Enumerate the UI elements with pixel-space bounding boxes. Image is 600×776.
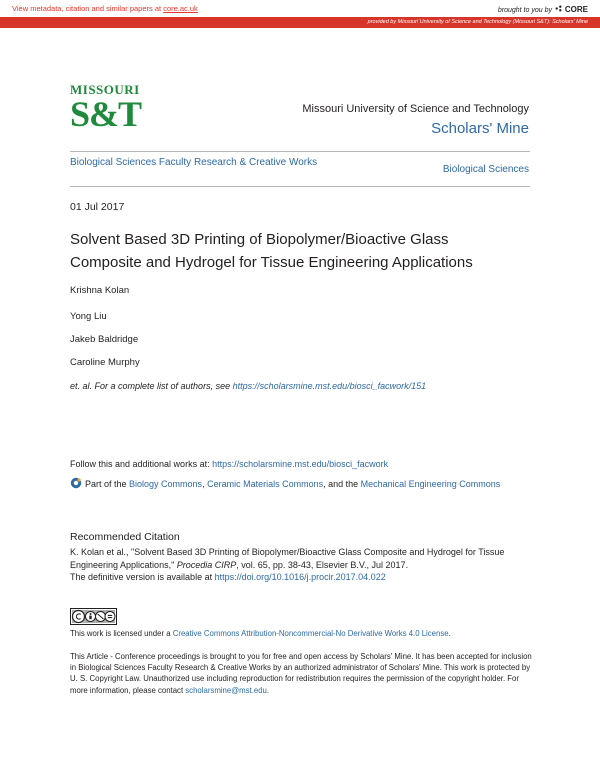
core-label: CORE bbox=[564, 5, 588, 14]
core-brought-text: brought to you by bbox=[497, 7, 552, 14]
follow-text: Follow this and additional works at: bbox=[70, 459, 213, 469]
citation-text bbox=[70, 546, 530, 584]
partof-prefix: Part of the bbox=[85, 479, 130, 489]
publication-date: 01 Jul 2017 bbox=[70, 201, 125, 213]
recommended-citation-heading: Recommended Citation bbox=[70, 531, 180, 543]
license-end: . bbox=[448, 629, 451, 638]
doi-link[interactable]: https://doi.org/10.1016/j.procir.2017.04.022 bbox=[214, 572, 386, 582]
core-brought-by[interactable] bbox=[498, 4, 588, 14]
part-of-commons bbox=[70, 477, 510, 492]
follow-link[interactable]: https://scholarsmine.mst.edu/biosci_facwork bbox=[212, 459, 389, 469]
author-name: Jakeb Baldridge bbox=[70, 334, 139, 345]
mechanical-engineering-commons-link[interactable]: Mechanical Engineering Commons bbox=[360, 479, 501, 489]
core-ac-uk-link[interactable]: core.ac.uk bbox=[163, 4, 198, 13]
logo-st-text: S&T bbox=[70, 94, 142, 134]
access-statement bbox=[70, 651, 532, 696]
access-end: . bbox=[266, 685, 270, 695]
citation-body: K. Kolan et al., "Solvent Based 3D Printing of Biopolymer/Bioactive Glass Composite and Hydrogel for Tissue Engineering Applications," bbox=[70, 547, 505, 570]
author-name: Krishna Kolan bbox=[70, 285, 130, 296]
complete-authors-note bbox=[70, 381, 426, 391]
university-name: Missouri University of Science and Technology bbox=[302, 103, 529, 115]
access-text: This Article - Conference proceedings is brought to you for free and open access by Scholars' Mine. It has been accepted for inclusion in Biological Sciences Faculty Research & Creative Works by an authorized administrator of Scholars' Mine. This work is protected by U. S. Copyright Law. Unauthorized use including reproduction for redistribution requires the permission of the copyright holder. For more information, please contact bbox=[70, 652, 532, 695]
logo-missouri-text: MISSOURI bbox=[70, 82, 140, 97]
citation-journal: Procedia CIRP bbox=[176, 559, 237, 570]
ceramic-materials-commons-link[interactable]: Ceramic Materials Commons bbox=[207, 479, 324, 489]
definitive-text: The definitive version is available at bbox=[70, 572, 215, 582]
citation-body-end: , vol. 65, pp. 38-43, Elsevier B.V., Jul 2017. bbox=[236, 559, 409, 570]
core-logo-icon bbox=[554, 4, 563, 13]
partof-sep: , and the bbox=[323, 479, 361, 489]
license-statement bbox=[70, 629, 530, 638]
divider bbox=[70, 151, 530, 152]
creative-commons-badge-icon[interactable] bbox=[70, 608, 117, 625]
contact-email-link[interactable]: scholarsmine@mst.edu bbox=[185, 685, 267, 695]
author-name: Caroline Murphy bbox=[70, 357, 140, 368]
divider bbox=[70, 186, 530, 187]
article-title: Solvent Based 3D Printing of Biopolymer/Bioactive Glass Composite and Hydrogel for Tissue Engineering Applications bbox=[70, 231, 473, 271]
department-link[interactable]: Biological Sciences bbox=[442, 164, 529, 175]
partof-sep: , bbox=[202, 479, 208, 489]
etal-text: et. al. For a complete list of authors, see bbox=[70, 381, 233, 391]
repository-link[interactable]: Scholars' Mine bbox=[431, 120, 529, 137]
core-view-metadata[interactable] bbox=[12, 4, 198, 13]
collection-link[interactable]: Biological Sciences Faculty Research & Creative Works bbox=[70, 157, 318, 168]
biology-commons-link[interactable]: Biology Commons bbox=[129, 479, 203, 489]
core-provided-text: provided by Missouri University of Science and Technology (Missouri S&T): Scholars' Mine bbox=[367, 19, 588, 25]
license-link[interactable]: Creative Commons Attribution-Noncommercial-No Derivative Works 4.0 License bbox=[172, 629, 449, 638]
authors-list-link[interactable]: https://scholarsmine.mst.edu/biosci_facwork/151 bbox=[232, 381, 427, 391]
mst-logo[interactable] bbox=[70, 82, 142, 138]
core-view-text: View metadata, citation and similar papers at bbox=[12, 4, 164, 13]
follow-works bbox=[70, 459, 388, 469]
author-name: Yong Liu bbox=[70, 311, 107, 322]
license-text: This work is licensed under a bbox=[70, 629, 173, 638]
network-icon bbox=[70, 477, 82, 489]
